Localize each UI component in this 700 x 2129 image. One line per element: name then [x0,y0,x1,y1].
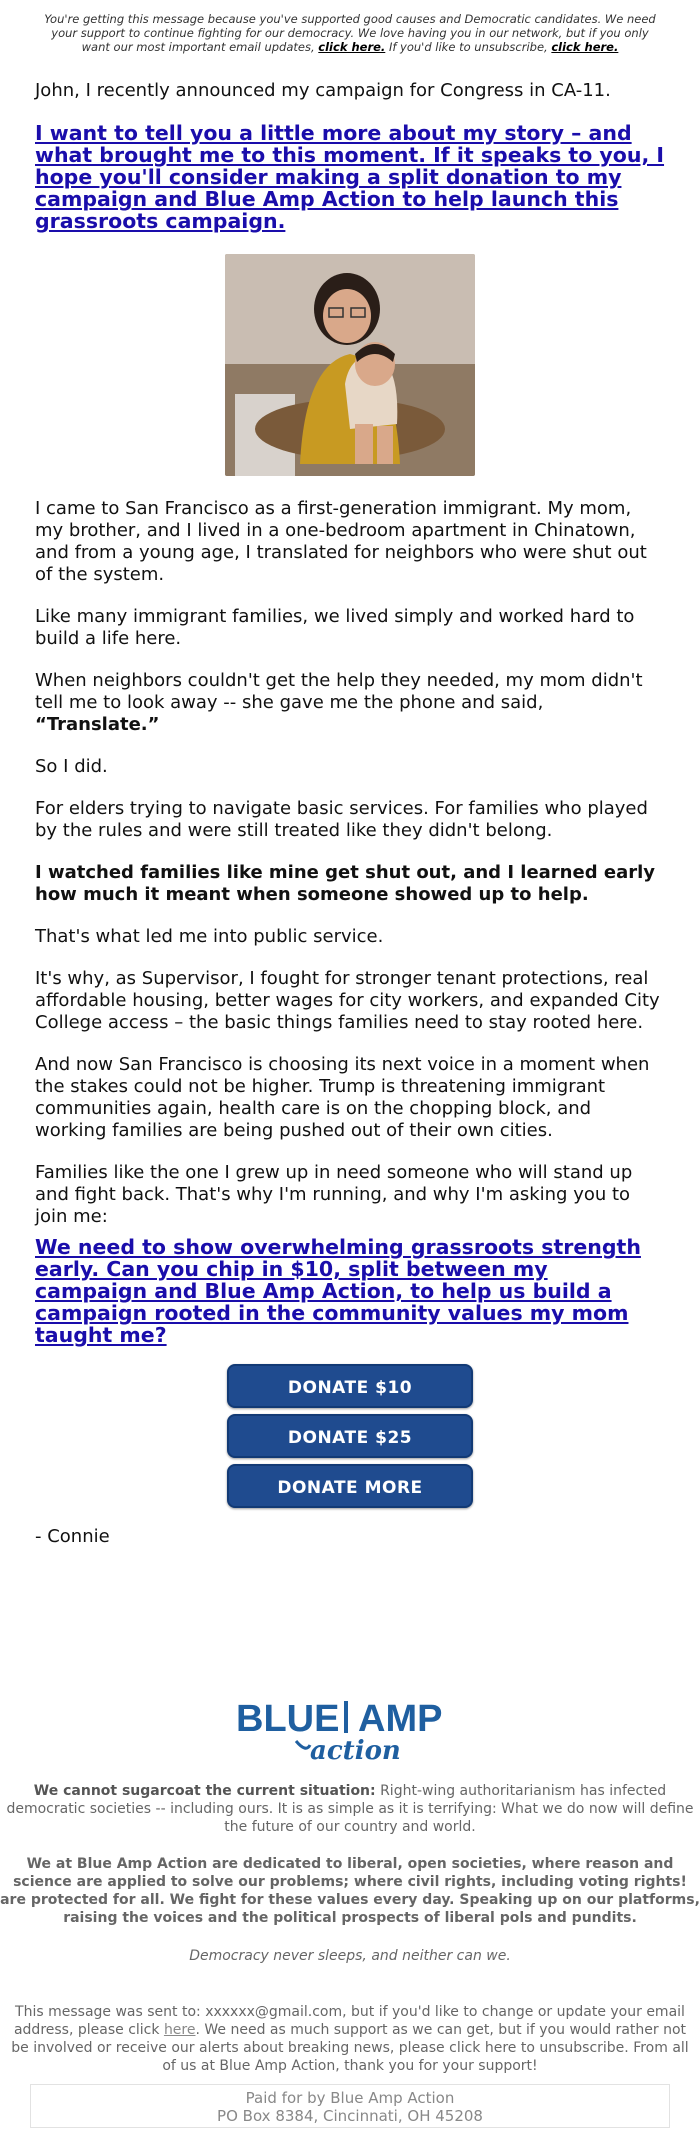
story-paragraph-4: So I did. [35,756,108,777]
story-paragraph-1: I came to San Francisco as a first-generation immigrant. My mom, my brother, and I lived in a one-bedroom apartment in Chinatown, and from a young age, I translated for neighbors who were shut out of the system. [35,498,647,585]
donate-25-button[interactable]: DONATE $25 [227,1414,473,1458]
footer-paragraph-1 [0,1782,700,1836]
mailing-address: PO Box 8384, Cincinnati, OH 45208 [217,2107,483,2125]
closing-donate-link[interactable]: We need to show overwhelming grassroots strength early. Can you chip in $10, split between my campaign and Blue Amp Action, to help us build a campaign rooted in the community values my mom taught me? [35,1235,641,1347]
story-paragraph-3 [35,670,665,736]
preheader-text-2: If you'd like to unsubscribe, [388,40,548,54]
donate-more-button[interactable]: DONATE MORE [227,1464,473,1508]
footer-paragraph-2: We at Blue Amp Action are dedicated to liberal, open societies, where reason and science are applied to solve our problems; where civil rights, including voting rights! are protected for all. We fight for these values every day. Speaking up on our platforms, raising the voices and the political prospects of liberal pols and pundits. [0,1856,700,1926]
preheader [38,12,662,54]
story-paragraph-6: I watched families like mine get shut out, and I learned early how much it meant when someone showed up to help. [35,862,655,905]
email-preferences-link[interactable]: click here. [318,40,386,54]
logo-word-blue: BLUE [236,1698,340,1740]
story-paragraph-9: And now San Francisco is choosing its next voice in a moment when the stakes could not be higher. Trump is threatening immigrant communities again, health care is on the chopping block, and working families are being pushed out of their own cities. [35,1054,650,1141]
footer-sent-to-text: This message was sent to: xxxxxx@gmail.com, but if you'd like to change or update your email address, please click [13,2004,685,2038]
unsubscribe-link[interactable]: click here. [551,40,619,54]
story-paragraph-7: That's what led me into public service. [35,926,384,947]
signature: - Connie [35,1526,110,1547]
paid-for-by-box [30,2084,670,2128]
story-paragraph-8: It's why, as Supervisor, I fought for stronger tenant protections, real affordable housing, better wages for city workers, and expanded City College access – the basic things families need to stay rooted here. [35,968,660,1033]
intro-line: John, I recently announced my campaign for Congress in CA-11. [35,80,611,101]
family-photo-image [225,254,475,476]
story-paragraph-2: Like many immigrant families, we lived simply and worked hard to build a life here. [35,606,635,649]
story-paragraph-10: Families like the one I grew up in need someone who will stand up and fight back. That's why I'm running, and why I'm asking you to join me: [35,1162,633,1227]
story-paragraph-3-text: When neighbors couldn't get the help they needed, my mom didn't tell me to look away -- she gave me the phone and said, [35,670,643,713]
footer-unsubscribe-text: . We need as much support as we can get, but if you would rather not be involved or receive our alerts about breaking news, please click here to unsubscribe. From all of us at Blue Amp Action, thank you for your support! [11,2022,689,2074]
update-email-link[interactable]: here [163,2022,196,2038]
donate-10-button[interactable]: DONATE $10 [227,1364,473,1408]
paid-for-by-line: Paid for by Blue Amp Action [245,2089,455,2107]
family-photo [225,254,475,476]
story-paragraph-5: For elders trying to navigate basic services. For families who played by the rules and were still treated like they didn't belong. [35,798,648,841]
logo-word-action: action [310,1736,401,1766]
preheader-text: You're getting this message because you've supported good causes and Democratic candidates. We need your support to continue fighting for our democracy. We love having you in our network, but if you only want our most important email updates, [44,12,656,54]
footer-tagline: Democracy never sleeps, and neither can we. [189,1948,511,1964]
footer-text-1: Right-wing authoritarianism has infected democratic societies -- including ours. It is as simple as it is terrifying: What we do now will define the future of our country and world. [6,1783,694,1835]
footer-bold-lead: We cannot sugarcoat the current situation: [33,1783,376,1799]
headline-donate-link[interactable]: I want to tell you a little more about my story – and what brought me to this moment. If it speaks to you, I hope you'll consider making a split donation to my campaign and Blue Amp Action to help launch this grassroots campaign. [35,121,665,233]
logo-image [236,1695,464,1767]
logo-word-amp: AMP [358,1698,443,1740]
blue-amp-action-logo [236,1695,464,1767]
translate-quote: “Translate.” [35,714,160,735]
email-body [35,80,665,1568]
footer-paragraph-4 [5,2003,695,2075]
